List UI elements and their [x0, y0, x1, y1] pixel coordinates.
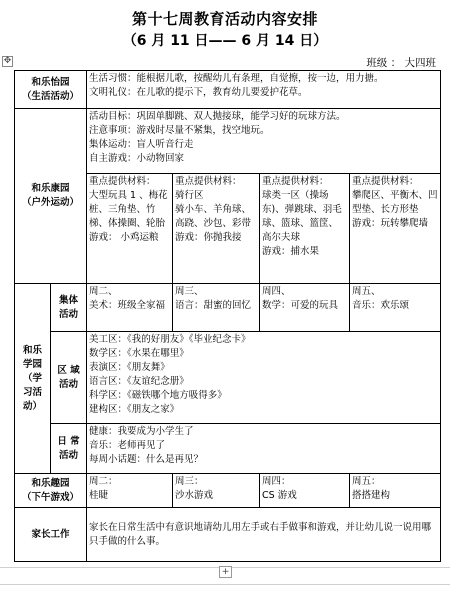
group-cell-text: 周五、 音乐：欢乐颂 — [352, 286, 410, 311]
move-handle-icon[interactable]: ✥ — [3, 56, 12, 66]
daily-header-text: 日 常 活动 — [57, 435, 80, 461]
life-line: 文明礼仪：在儿歌的提示下，教育幼儿要爱护花草。 — [89, 87, 308, 98]
play-header-text: 和乐趣园 （下午游戏） — [22, 477, 80, 503]
areas-line: 表演区：《朋友舞》 — [89, 362, 170, 373]
family-text: 家长在日常生活中有意识地请幼儿用左手或右手做事和游戏，并让幼儿说一说用哪只手做的什么事。 — [89, 521, 432, 547]
group-cell — [173, 284, 260, 332]
group-cell — [87, 284, 173, 332]
daily-content — [87, 424, 441, 474]
outdoor-col-line: 骑小车、羊角球、高跷、沙包、彩带 — [175, 204, 252, 229]
learn-header — [15, 284, 51, 474]
play-header — [15, 474, 87, 508]
plus-icon[interactable]: + — [219, 566, 232, 578]
areas-header-text: 区 域 活动 — [57, 364, 80, 390]
table-row — [15, 71, 441, 109]
outdoor-intro — [87, 109, 441, 174]
group-cell-text: 周四、 数学：可爱的玩具 — [262, 286, 339, 311]
learn-header-text: 和乐 学园 （学 习活 动） — [22, 344, 42, 412]
daily-header — [51, 424, 87, 474]
life-content — [87, 71, 441, 109]
table-row — [15, 424, 441, 474]
group-header — [51, 284, 87, 332]
outdoor-col-line: 大型玩具 1 、梅花桩、三角垫、竹梯、体操圈、轮胎 — [89, 190, 168, 229]
outdoor-col-line: 重点提供材料： — [352, 176, 419, 187]
outdoor-intro-line: 活动目标：巩固单脚跳、双人抛接球，能学习好的玩球方法。 — [89, 111, 346, 122]
daily-line: 音乐：老师再见了 — [89, 440, 166, 451]
family-header — [15, 508, 87, 562]
play-cell — [173, 474, 260, 508]
outdoor-col-line: 重点提供材料： — [89, 176, 156, 187]
outdoor-intro-line: 集体运动：盲人听音行走 — [89, 139, 194, 150]
outdoor-col-2 — [173, 174, 260, 284]
areas-header — [51, 332, 87, 424]
outdoor-col-line: 重点提供材料： — [262, 176, 329, 187]
table-row — [15, 109, 441, 174]
outdoor-col-1 — [87, 174, 173, 284]
schedule-table — [14, 70, 441, 562]
areas-line: 数学区：《水果在哪里》 — [89, 348, 189, 359]
family-content — [87, 508, 441, 562]
outdoor-col-line: 球类一区（操场东)、弹跳球、羽毛球、篮球、篮筐、高尔夫球 — [262, 190, 342, 243]
outdoor-header-text: 和乐康园 （户外运动） — [22, 183, 80, 208]
outdoor-intro-line: 自主游戏：小动物回家 — [89, 153, 185, 164]
group-cell-text: 周二、 美术：班级全家福 — [89, 286, 166, 311]
page-divider — [0, 584, 450, 585]
outdoor-col-line: 重点提供材料： — [175, 176, 242, 187]
play-cell-text: 周五： 搭搭建构 — [352, 476, 391, 501]
play-cell-text: 周四： CS 游戏 — [262, 476, 297, 501]
class-label: 班级 ： 大四班 — [366, 57, 436, 69]
table-row — [15, 474, 441, 508]
play-cell-text: 周二： 桂睫 — [89, 476, 118, 501]
outdoor-col-4 — [350, 174, 441, 284]
play-cell — [87, 474, 173, 508]
life-header — [15, 71, 87, 109]
outdoor-header — [15, 109, 87, 284]
group-header-text: 集体 活动 — [59, 294, 79, 320]
areas-line: 语言区：《友谊纪念册》 — [89, 376, 189, 387]
areas-line: 科学区：《磁铁哪个地方吸得多》 — [89, 390, 227, 401]
areas-line: 美工区：《我的好朋友》《毕业纪念卡》 — [89, 334, 251, 345]
outdoor-intro-line: 注意事项：游戏时尽量不紧集，找空地玩。 — [89, 125, 270, 136]
areas-content — [87, 332, 441, 424]
play-cell — [350, 474, 441, 508]
outdoor-col-line: 骑行区 — [175, 190, 204, 201]
outdoor-col-line: 攀爬区、平衡木、凹型垫、长方形垫 — [352, 190, 438, 215]
play-cell — [260, 474, 350, 508]
table-row — [15, 332, 441, 424]
outdoor-col-line: 游戏： 小鸡运粮 — [89, 232, 159, 243]
family-header-text: 家长工作 — [31, 528, 70, 540]
page-title: 第十七周教育活动内容安排 — [131, 10, 318, 28]
outdoor-col-line: 游戏：你抛我接 — [175, 232, 242, 243]
group-cell-text: 周三、 语言：甜蜜的回忆 — [175, 286, 252, 311]
play-cell-text: 周三： 沙水游戏 — [175, 476, 214, 501]
life-line: 生活习惯：能根据儿歌，按醒幼儿有条理，自觉擦，按一边，用力搪。 — [89, 73, 384, 84]
group-cell — [260, 284, 350, 332]
outdoor-col-3 — [260, 174, 350, 284]
page-subtitle: （6 月 11 日—— 6 月 14 日） — [122, 33, 328, 49]
outdoor-col-line: 游戏：玩转攀爬墙 — [352, 218, 429, 229]
table-row — [15, 508, 441, 562]
areas-line: 建构区：《朋友之家》 — [89, 404, 180, 415]
daily-line: 健康：我要成为小学生了 — [89, 426, 194, 437]
group-cell — [350, 284, 441, 332]
table-row — [15, 284, 441, 332]
daily-line: 每周小话题：什么是再见？ — [89, 454, 204, 465]
life-header-text: 和乐怡园 （生活活动） — [22, 76, 80, 102]
outdoor-col-line: 游戏：捕水果 — [262, 246, 320, 257]
